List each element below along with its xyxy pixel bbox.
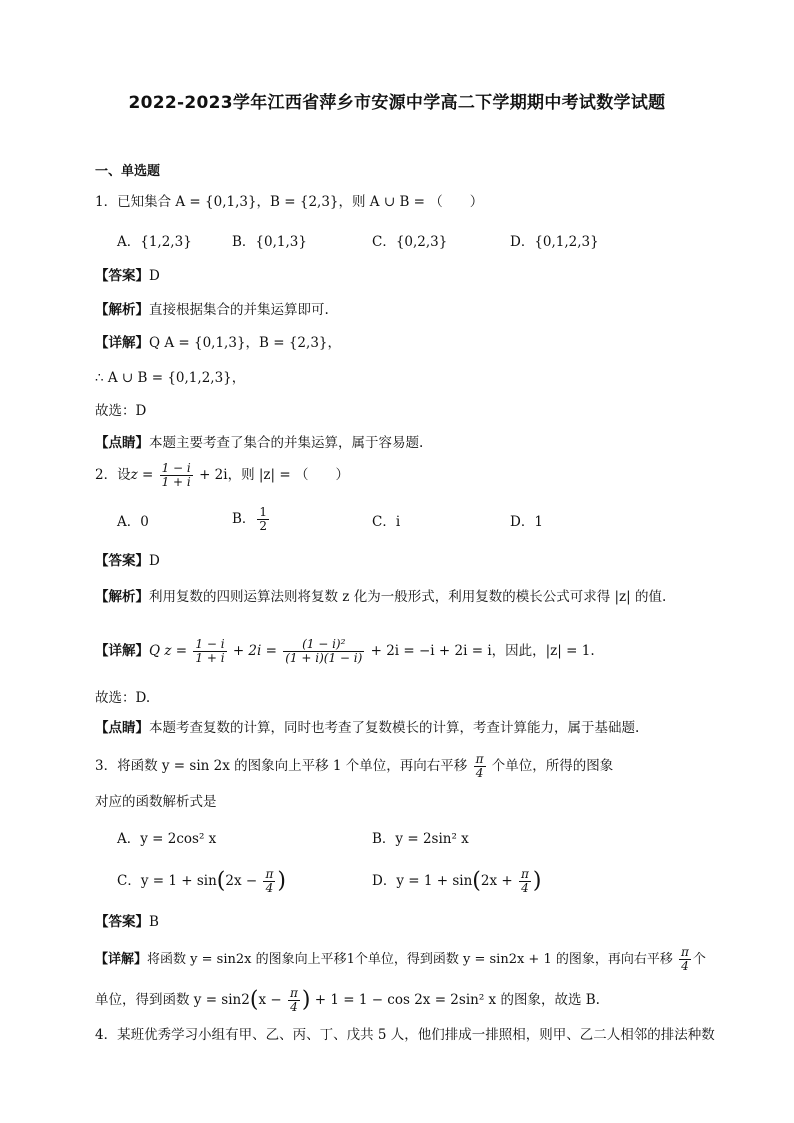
q2-analysis: 【解析】利用复数的四则运算法则将复数 z 化为一般形式，利用复数的模长公式可求得 |z| 的值. [95, 589, 667, 605]
q1-comment: 【点睛】本题主要考查了集合的并集运算，属于容易题. [95, 435, 424, 451]
q3-option-b[interactable]: B．y = 2sin² x [372, 831, 469, 847]
section-heading: 一、单选题 [95, 164, 161, 179]
q3-pi-fraction: $\frac{\pi}{4}$ [475, 752, 484, 780]
q1-option-c[interactable]: C．{0,2,3} [372, 234, 448, 250]
q2-option-c[interactable]: C．i [372, 514, 401, 530]
q3-option-d[interactable]: D．y = 1 + sin(2x + $\frac{\pi}{4}$ ) [372, 867, 542, 895]
q2-option-a[interactable]: A．0 [117, 514, 149, 530]
q1-answer: 【答案】D [95, 268, 160, 284]
q2-detail-fraction-1: $\frac{1 - i}{1 + i}$ [195, 637, 225, 665]
q2-fraction: $\frac{1 - i}{1 + i}$ [161, 461, 191, 489]
q3-answer: 【答案】B [95, 914, 159, 930]
q1-option-b[interactable]: B．{0,1,3} [232, 234, 307, 250]
q1-option-d[interactable]: D．{0,1,2,3} [510, 234, 599, 250]
q2-stem: 2．设z = $\frac{1 - i}{1 + i}$ + 2i，则 |z| = （ ） [95, 461, 349, 489]
q1-choose: 故选：D [95, 403, 147, 419]
page-title: 2022-2023学年江西省萍乡市安源中学高二下学期期中考试数学试题 [128, 93, 666, 113]
q3-option-d-fraction: $\frac{\pi}{4}$ [520, 867, 529, 895]
q2-option-b[interactable]: B． $\frac{1}{2}$ [232, 505, 268, 533]
q4-stem: 4．某班优秀学习小组有甲、乙、丙、丁、戊共 5 人，他们排成一排照相，则甲、乙二人相邻的排法种数 [95, 1027, 715, 1043]
q1-option-a[interactable]: A．{1,2,3} [117, 234, 192, 250]
q3-stem-2: 对应的函数解析式是 [95, 794, 217, 810]
q1-stem: 1．已知集合 A = {0,1,3}，B = {2,3}，则 A ∪ B = （ ） [95, 194, 484, 210]
q2-detail-fraction-2: $\frac{\text{(1 − i)²}}{(1 + i)(1 - i)}$ [285, 637, 363, 665]
q3-detail-2: 单位，得到函数 y = sin2(x − $\frac{\pi}{4}$ ) + 1 = 1 − cos 2x = 2sin² x 的图象，故选 B. [95, 986, 600, 1014]
q3-stem: 3．将函数 y = sin 2x 的图象向上平移 1 个单位，再向右平移 $\frac{\pi}{4}$ 个单位，所得的图象 [95, 752, 614, 780]
q3-detail-2-fraction: $\frac{\pi}{4}$ [289, 986, 298, 1014]
q3-option-c[interactable]: C．y = 1 + sin(2x − $\frac{\pi}{4}$ ) [117, 867, 286, 895]
q3-detail: 【详解】将函数 y = sin2x 的图象向上平移1个单位，得到函数 y = sin2x + 1 的图象，再向右平移 $\frac{\pi}{4}$ 个 [95, 945, 706, 973]
q2-option-d[interactable]: D．1 [510, 514, 543, 530]
q2-choose: 故选：D. [95, 690, 151, 706]
q2-option-b-fraction: $\frac{1}{2}$ [259, 505, 268, 533]
q1-detail-2: ∴ A ∪ B = {0,1,2,3}， [95, 370, 246, 386]
q1-analysis: 【解析】直接根据集合的并集运算即可. [95, 302, 329, 318]
q3-detail-fraction: $\frac{\pi}{4}$ [681, 945, 689, 973]
q2-comment: 【点睛】本题考查复数的计算，同时也考查了复数模长的计算，考查计算能力，属于基础题. [95, 720, 640, 736]
q3-option-a[interactable]: A．y = 2cos² x [117, 831, 217, 847]
q1-detail: 【详解】Q A = {0,1,3}，B = {2,3}， [95, 335, 341, 351]
q2-detail: 【详解】Q z = $\frac{1 - i}{1 + i}$ + 2i = $\frac{\text{(1 − i)²}}{(1 + i)(1 - i)}$ + 2i = −i + 2i = i，因此，|z| = 1. [95, 637, 595, 665]
q3-option-c-fraction: $\frac{\pi}{4}$ [265, 867, 274, 895]
q2-answer: 【答案】D [95, 553, 160, 569]
